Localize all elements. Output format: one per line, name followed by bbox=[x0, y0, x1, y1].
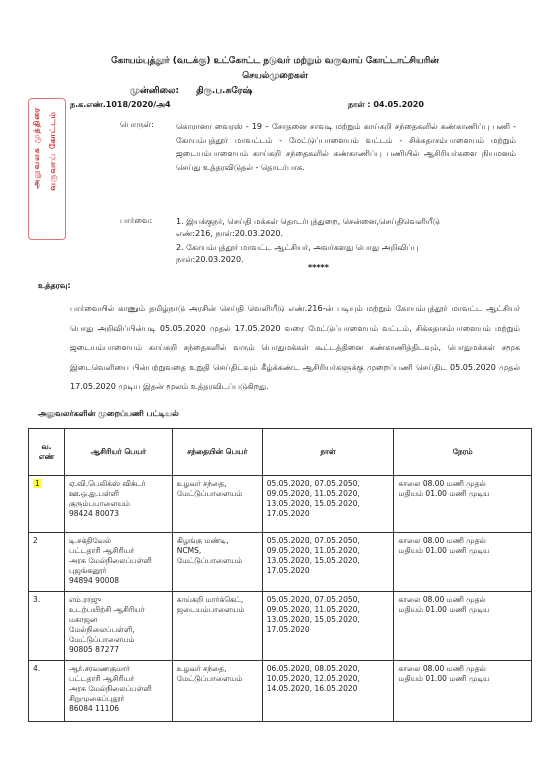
market-line: மேட்டுப்பாளையம் bbox=[176, 489, 243, 498]
reference-number: ந.க.எண்.1018/2020/அ4 bbox=[70, 100, 171, 109]
references-label: பார்வை: bbox=[120, 216, 153, 225]
date-value: 04.05.2020 bbox=[373, 100, 424, 109]
teacher-detail: ஊ.ஒ.து.பள்ளி bbox=[68, 489, 119, 498]
market-line: மேட்டுப்பாளையம் bbox=[176, 674, 243, 683]
date-label: நாள் : bbox=[348, 100, 371, 109]
header-sno: வ. எண் bbox=[29, 429, 65, 476]
teacher-detail: பட்டதாரி ஆசிரியர் bbox=[68, 546, 135, 555]
teacher-detail: மேட்டுப்பாளையம் bbox=[68, 635, 135, 644]
teacher-phone: 90805 87277 bbox=[68, 645, 120, 654]
teacher-detail: பட்டதாரி ஆசிரியர் bbox=[68, 674, 135, 683]
table-row bbox=[29, 592, 532, 661]
teacher-detail: அரசு மேல்நிலைப்பள்ளி bbox=[68, 556, 152, 565]
teacher-detail: சிறுமுகைப்புதூர் bbox=[68, 694, 125, 703]
row-teacher bbox=[64, 592, 172, 661]
teacher-detail: அரசு மேல்நிலைப்பள்ளி bbox=[68, 684, 152, 693]
row-market bbox=[172, 661, 262, 722]
teacher-name: ஏ.வி.பெலிக்ஸ் விக்டர் bbox=[68, 479, 146, 488]
market-line: மேட்டுப்பாளையம் bbox=[176, 556, 243, 565]
market-line: உழவர் சந்தை, bbox=[176, 479, 227, 488]
market-line: NCMS, bbox=[176, 546, 202, 555]
office-subtitle: செயல்முறைகள் bbox=[242, 71, 308, 81]
date-line: 09.05.2020, 11.05.2020, bbox=[266, 546, 360, 555]
row-dates bbox=[262, 661, 394, 722]
roster-table bbox=[28, 428, 532, 722]
date-line: 10.05.2020, 12.05.2020, bbox=[266, 674, 360, 683]
roster-title: அலுவலர்களின் முறைப்பணி பட்டியல் bbox=[38, 409, 179, 418]
time-line: மதியம் 01.00 மணி முடிய bbox=[398, 605, 490, 614]
date-line: 13.05.2020, 15.05.2020, bbox=[266, 499, 360, 508]
time-line: காலை 08.00 மணி முதல் bbox=[398, 536, 486, 545]
market-line: காய்கறி மார்க்கெட், bbox=[176, 595, 244, 604]
office-title: கோயம்புத்தூர் (வடக்கு) உட்கோட்ட நடுவர் மற்றும் வருவாய் கோட்டாட்சியரின் bbox=[111, 56, 439, 66]
highlight-marker: 1 bbox=[35, 479, 40, 488]
subject-text: கொரானா வைரஸ் - 19 – சோதனை சாவடி மற்றும் காய்கறி சந்தைகளில் கண்காணிப்பு பணி - கோயம்புத்தூர் மாவட்டம் - மேட்டுப்பாளையம் வட்டம் - சிக்கதாசம்பாளையம் மற்றும் ஜடையம்பாளையம் காய்கறி சந்தைகளில் கண்காணிப்பு பணியில் ஆசிரியர்களை நியமனம் செய்து உத்தரவிடுதல் - தொடர்பாக. bbox=[176, 122, 516, 172]
date-line: 17.05.2020 bbox=[266, 625, 310, 634]
teacher-detail: புஜங்கனூர் bbox=[68, 566, 107, 575]
row-dates bbox=[262, 476, 394, 533]
date-line: 05.05.2020, 07.05.2050, bbox=[266, 479, 360, 488]
references-list bbox=[176, 216, 476, 266]
market-line: ஜடையம்பாளையம் bbox=[176, 605, 245, 614]
office-seal bbox=[28, 98, 66, 240]
header-teacher: ஆசிரியர் பெயர் bbox=[64, 429, 172, 476]
row-sno: 4. bbox=[29, 661, 65, 722]
row-teacher bbox=[64, 476, 172, 533]
teacher-detail: குரும்பபாளையம் bbox=[68, 499, 130, 508]
separator-stars: ***** bbox=[308, 263, 329, 272]
table-row bbox=[29, 533, 532, 592]
date-line: 13.05.2020, 15.05.2020, bbox=[266, 556, 360, 565]
row-market bbox=[172, 476, 262, 533]
reference-date bbox=[348, 100, 424, 110]
time-line: மதியம் 01.00 மணி முடிய bbox=[398, 489, 490, 498]
teacher-detail: மகாஜன bbox=[68, 615, 98, 624]
date-line: 05.05.2020, 07.05.2050, bbox=[266, 536, 360, 545]
date-line: 09.05.2020, 11.05.2020, bbox=[266, 605, 360, 614]
presence-label: முன்னிலை: bbox=[130, 86, 180, 96]
row-teacher bbox=[64, 661, 172, 722]
date-line: 17.05.2020 bbox=[266, 509, 310, 518]
date-line: 06.05.2020, 08.05.2020, bbox=[266, 664, 360, 673]
presence-line bbox=[130, 86, 252, 97]
table-row bbox=[29, 661, 532, 722]
teacher-name: டி.சக்திவேல் bbox=[68, 536, 112, 545]
roster-header-row bbox=[29, 429, 532, 476]
time-line: காலை 08.00 மணி முதல் bbox=[398, 664, 486, 673]
teacher-name: எம்.ராஜு bbox=[68, 595, 102, 604]
teacher-detail: உடற்பயிற்சி ஆசிரியர் bbox=[68, 605, 145, 614]
date-line: 13.05.2020, 15.05.2020, bbox=[266, 615, 360, 624]
row-sno: 3. bbox=[29, 592, 65, 661]
row-dates bbox=[262, 592, 394, 661]
row-market bbox=[172, 592, 262, 661]
market-line: கிழங்கு மண்டி, bbox=[176, 536, 229, 545]
time-line: மதியம் 01.00 மணி முடிய bbox=[398, 674, 490, 683]
header-time: நேரம் bbox=[394, 429, 532, 476]
teacher-phone: 94894 90008 bbox=[68, 576, 120, 585]
row-sno bbox=[29, 476, 65, 533]
teacher-detail: மேல்நிலைப்பள்ளி, bbox=[68, 625, 135, 634]
row-market bbox=[172, 533, 262, 592]
order-heading: உத்தரவு: bbox=[38, 281, 71, 290]
row-teacher bbox=[64, 533, 172, 592]
subject-label: பொருள்: bbox=[120, 120, 154, 129]
header-market: சந்தையின் பெயர் bbox=[172, 429, 262, 476]
time-line: மதியம் 01.00 மணி முடிய bbox=[398, 546, 490, 555]
header-dates: நாள் bbox=[262, 429, 394, 476]
teacher-phone: 86084 11106 bbox=[68, 704, 120, 713]
market-line: உழவர் சந்தை, bbox=[176, 664, 227, 673]
officer-name: திரு.ப.சுரேஷ் bbox=[196, 86, 253, 96]
date-line: 14.05.2020, 16.05.2020 bbox=[266, 684, 358, 693]
row-sno: 2 bbox=[29, 533, 65, 592]
seal-text-left: அலுவலக முத்திரை bbox=[32, 107, 41, 189]
time-line: காலை 08.00 மணி முதல் bbox=[398, 479, 486, 488]
row-time bbox=[394, 476, 532, 533]
order-body: பார்வையில் காணும் தமிழ்நாடு அரசின் செய்தி வெளியீடு எண்.216-ன் படியும் மற்றும் கோயம்புத்தூர் மாவட்ட ஆட்சியர் பொது அறிவிப்பின்படி 05.05.2020 முதல் 17.05.2020 வரை மேட்டுப்பாளையம் வட்டம், சிக்கதாசம்பாளையம் மற்றும் ஜடையம்பாளையம் காய்கறி சந்தைகளில் வரும் பொதுமக்கள் கூட்டத்தினை கண்காணித்திடவும், பொதுமக்கள் சமூக இடைவெளியை பின்பற்றுவதை உறுதி செய்திடவும் கீழ்க்கண்ட ஆசிரியர்களுக்கு முறைப்பணி செய்திட 05.05.2020 முதல் 17.05.2020 முடிய இதன் மூலம் உத்தரவிடப்படுகிறது. bbox=[70, 304, 520, 391]
table-row bbox=[29, 476, 532, 533]
teacher-phone: 98424 80073 bbox=[68, 509, 120, 518]
row-time bbox=[394, 533, 532, 592]
date-line: 05.05.2020, 07.05.2050, bbox=[266, 595, 360, 604]
row-time bbox=[394, 661, 532, 722]
reference-item: 2. கோயம்புத்தூர் மாவட்ட ஆட்சியர், அவர்களது பொது அறிவிப்பு நாள்:20.03.2020. bbox=[176, 243, 419, 264]
date-line: 17.05.2020 bbox=[266, 566, 310, 575]
row-dates bbox=[262, 533, 394, 592]
date-line: 09.05.2020, 11.05.2020, bbox=[266, 489, 360, 498]
seal-text-right: வருவாய் கோட்டம் bbox=[48, 111, 57, 191]
reference-item: 1. இயக்குநர், செய்தி மக்கள் தொடர்புத்துறை, சென்னை,செய்திவெளியீடு எண்:216, நாள்:20.03.2020. bbox=[176, 217, 440, 238]
teacher-name: ஆர்.சரவணகுமார் bbox=[68, 664, 130, 673]
time-line: காலை 08.00 மணி முதல் bbox=[398, 595, 486, 604]
row-time bbox=[394, 592, 532, 661]
